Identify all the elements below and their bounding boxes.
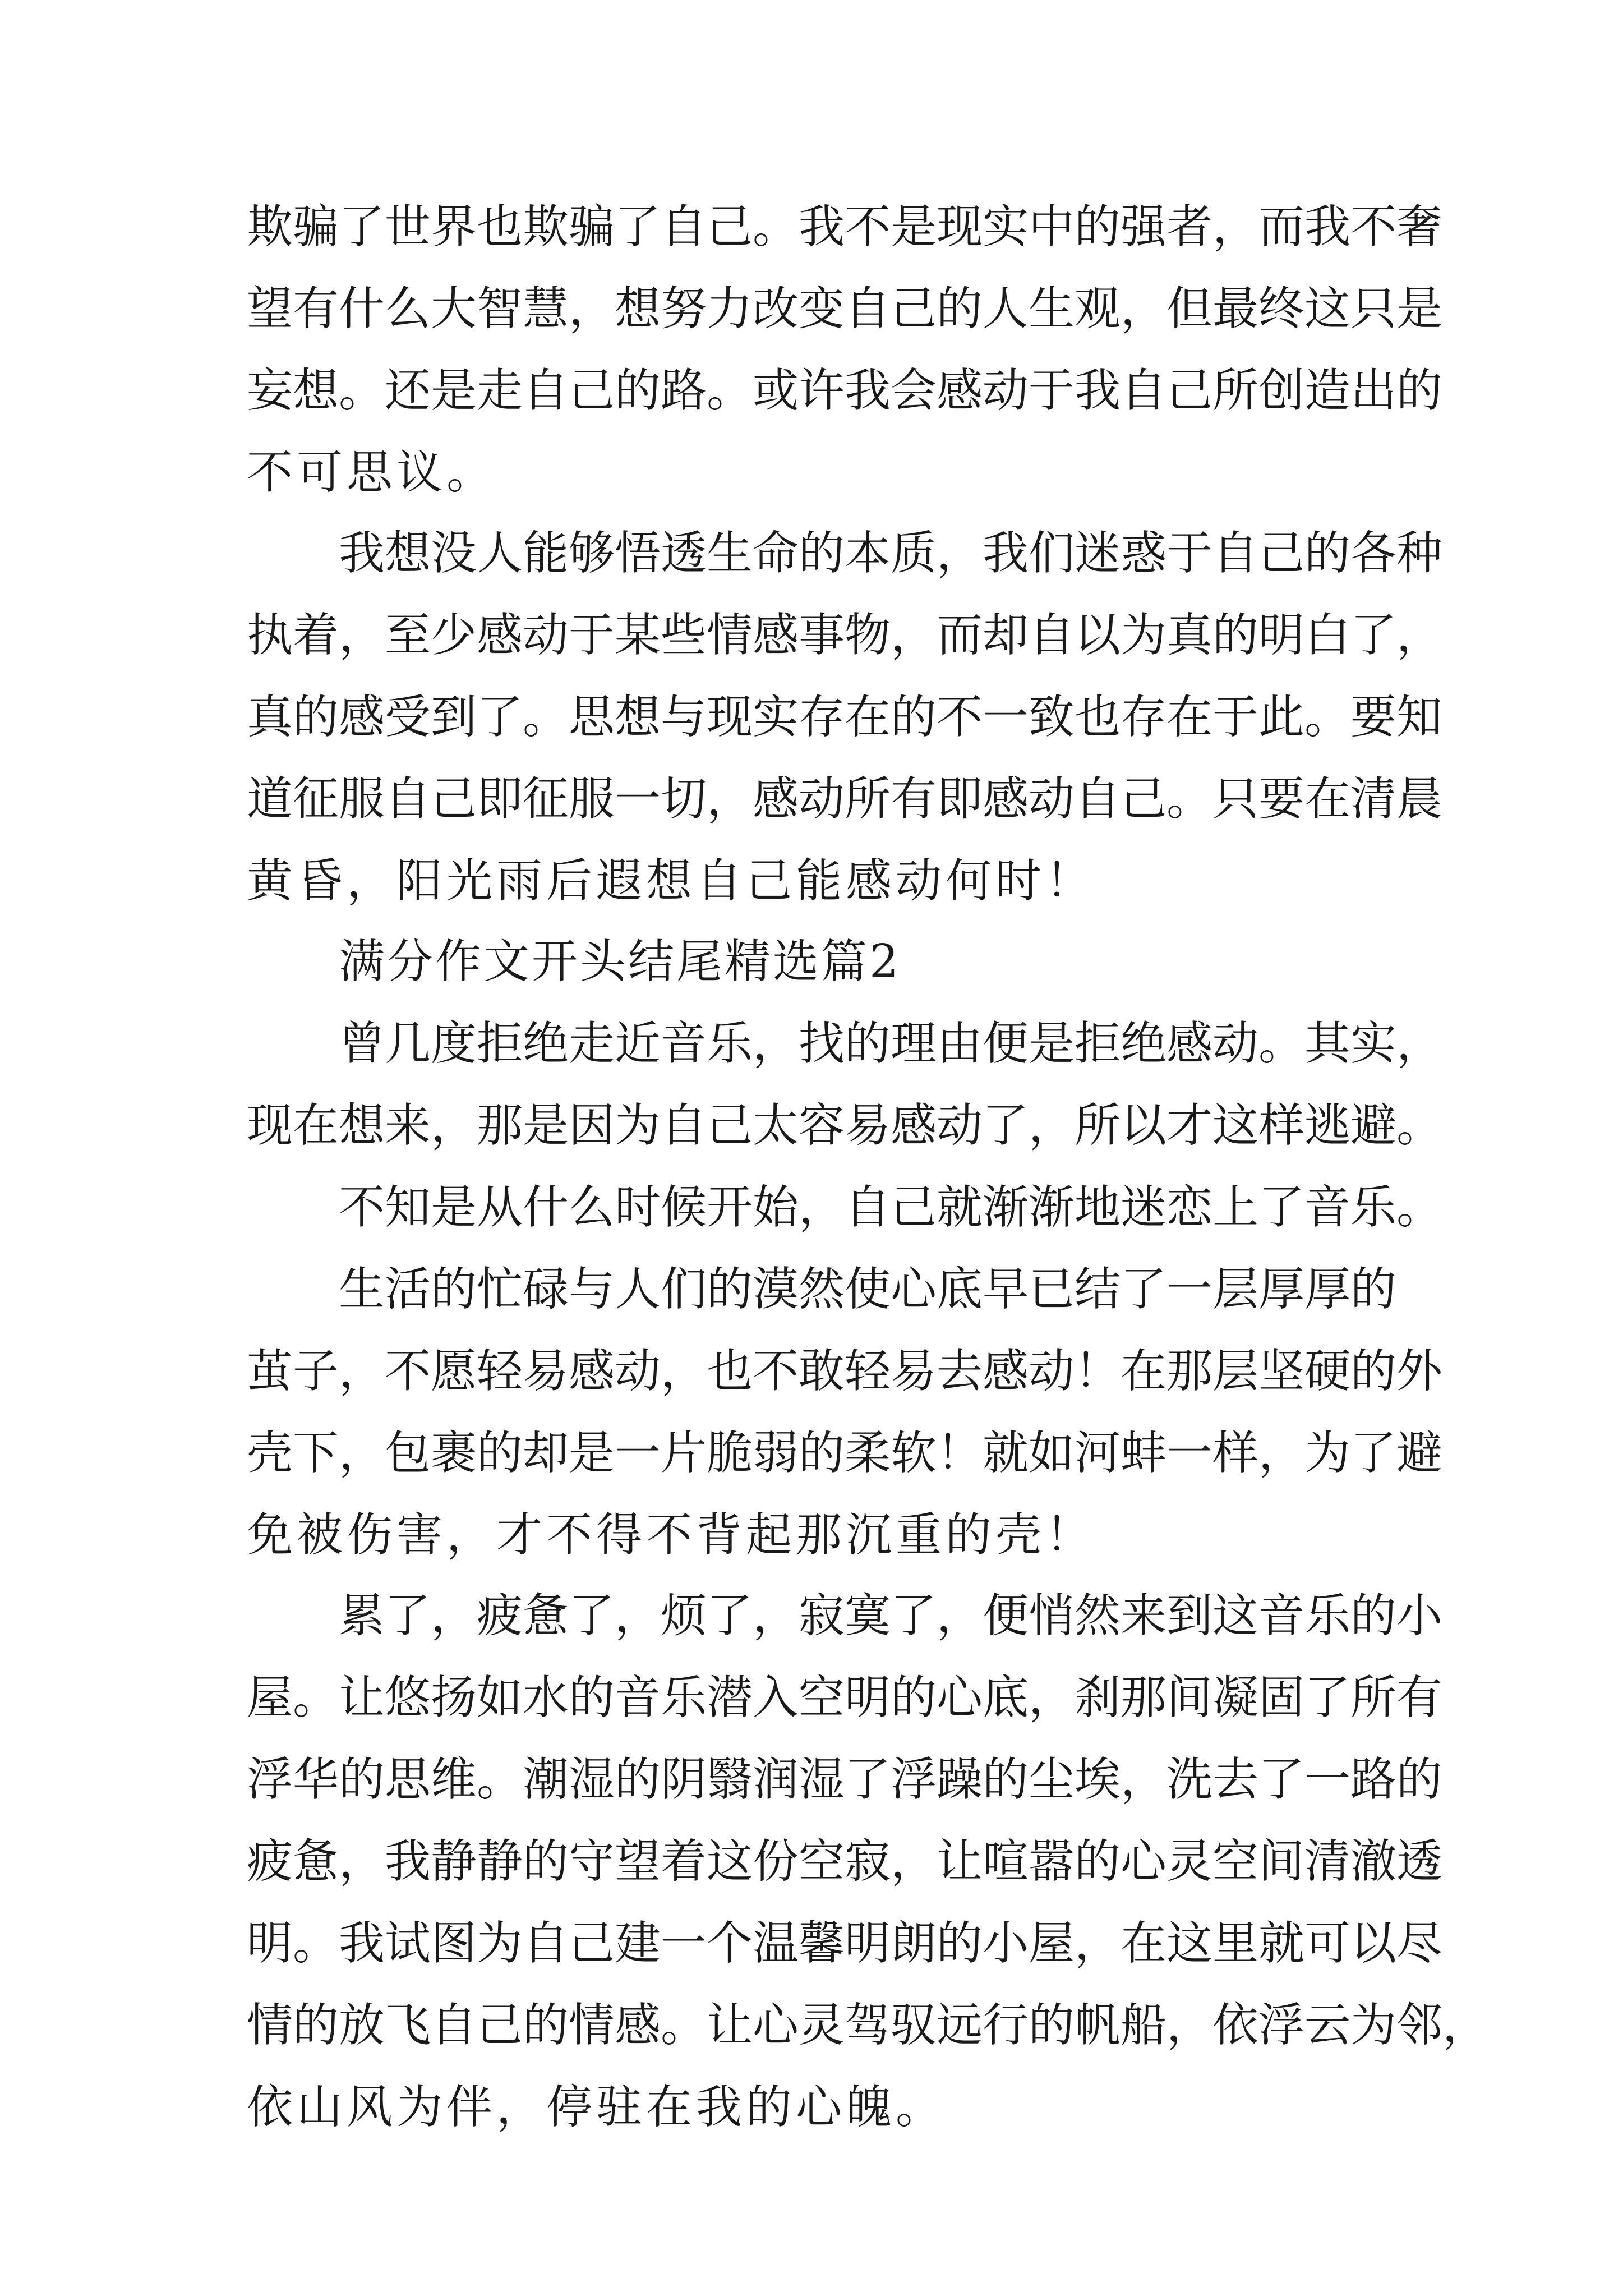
text-line: 免被伤害，才不得不背起那沉重的壳！ [247, 1508, 1096, 1562]
text-line: 欺骗了世界也欺骗了自己。我不是现实中的强者，而我不奢 [247, 200, 1443, 254]
text-line: 真的感受到了。思想与现实存在的不一致也存在于此。要知 [247, 691, 1443, 744]
text-line: 浮华的思维。潮湿的阴翳润湿了浮躁的尘埃，洗去了一路的 [247, 1753, 1443, 1806]
text-line: 明。我试图为自己建一个温馨明朗的小屋，在这里就可以尽 [247, 1917, 1443, 1970]
text-line: 情的放飞自己的情感。让心灵驾驭远行的帆船，依浮云为邻， [247, 1999, 1489, 2052]
text-line: 屋。让悠扬如水的音乐潜入空明的心底，刹那间凝固了所有 [247, 1671, 1443, 1724]
text-line: 茧子，不愿轻易感动，也不敢轻易去感动！在那层坚硬的外 [247, 1345, 1443, 1398]
text-line: 道征服自己即征服一切，感动所有即感动自己。只要在清晨 [247, 772, 1443, 826]
text-line: 望有什么大智慧，想努力改变自己的人生观，但最终这只是 [247, 282, 1443, 335]
text-line: 不知是从什么时候开始，自己就渐渐地迷恋上了音乐。 [339, 1181, 1443, 1234]
text-line: 不可思议。 [247, 446, 497, 499]
text-line: 妄想。还是走自己的路。或许我会感动于我自己所创造出的 [247, 364, 1443, 417]
text-line: 依山风为伴，停驻在我的心魄。 [247, 2081, 946, 2134]
text-line: 累了，疲惫了，烦了，寂寞了，便悄然来到这音乐的小 [339, 1589, 1443, 1642]
text-line: 黄昏，阳光雨后遐想自己能感动何时！ [247, 854, 1096, 908]
text-line: 现在想来，那是因为自己太容易感动了，所以才这样逃避。 [247, 1099, 1443, 1152]
text-line: 生活的忙碌与人们的漠然使心底早已结了一层厚厚的 [339, 1263, 1397, 1316]
text-line: 我想没人能够悟透生命的本质，我们迷惑于自己的各种 [339, 527, 1443, 580]
text-line: 曾几度拒绝走近音乐，找的理由便是拒绝感动。其实， [339, 1017, 1443, 1070]
text-line: 执着，至少感动于某些情感事物，而却自以为真的明白了， [247, 609, 1443, 662]
text-line: 疲惫，我静静的守望着这份空寂，让喧嚣的心灵空间清澈透 [247, 1835, 1443, 1888]
section-heading: 满分作文开头结尾精选篇2 [339, 935, 901, 988]
text-line: 壳下，包裹的却是一片脆弱的柔软！就如河蚌一样，为了避 [247, 1427, 1443, 1480]
